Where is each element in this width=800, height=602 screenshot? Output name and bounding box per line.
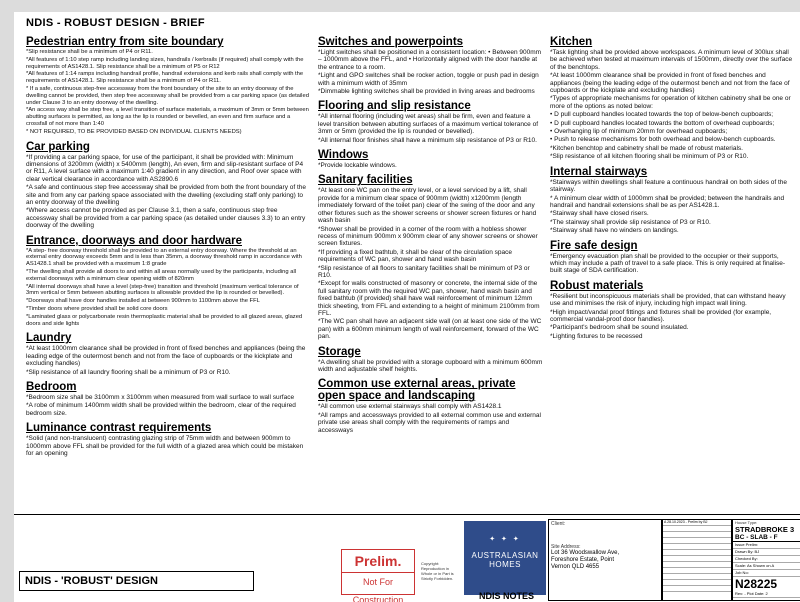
section-heading: Luminance contrast requirements xyxy=(26,422,212,435)
section-paragraph: *All internal flooring (including wet areas) shall be firm, even and feature a level transition between abutting surfaces of a maximum vertical tolerance of 3mm or 5mm (provided the lip is rounded or bevelled). xyxy=(318,113,539,136)
section-paragraph: *Timber doors where provided shall be solid core doors xyxy=(26,306,168,312)
section-paragraph: • Push to release mechanisms for both overhead and below-bench cupboards. xyxy=(550,136,776,144)
section-paragraph: *An access way shall be step free, a level transition of surface materials, a maximum of 3mm or 5mm between abutting surfaces is permitted, as long as the lip is rounded or bevelled, an even and firm surface and a crossfall of not more than 1:40 xyxy=(26,107,309,127)
section-paragraph: • D pull cupboard handles located towards the bottom of overhead cupboards; xyxy=(550,119,775,127)
section-paragraph: *Stairway shall have closed risers. xyxy=(550,210,649,218)
document-title: NDIS - ROBUST DESIGN - BRIEF xyxy=(26,17,205,29)
section-paragraph: *Except for walls constructed of masonry or concrete, the internal side of the full sanitary room with the required WC pan, shower, hand wash basin and fixed bathtub (if provided) shall have wall reinforcement of minimum 12mm thick sheeting, from FFL and extending to a height of minimum 2100mm from FFL. xyxy=(318,280,540,317)
section-paragraph: *Task lighting shall be provided above workspaces. A minimum level of 300lux shall be achieved when tested at maximum intervals of 1500mm, directly over the surface of the benchtops. xyxy=(550,49,793,71)
house-type-label: House Type: xyxy=(735,520,758,525)
revision-plot-date: Rev: - Plot Date: 2 xyxy=(733,591,800,598)
section-heading: Laundry xyxy=(26,332,72,345)
checked-by: Checked By: xyxy=(733,556,800,563)
section-heading: Kitchen xyxy=(550,36,593,48)
section-paragraph: *All features of 1:10 step ramp including landing sizes, handrails / kerbrails (if required) shall comply with the requirements of AS1428.1. Slip resistance shall be a minimum of P5 or R12 xyxy=(26,56,304,70)
section-paragraph: *If providing a car parking space, for use of the participant, it shall be provided with: Minimum dimensions of 3200mm (width) x 5400mm (length), An even, firm and slip-resistant surface of P4 or R11, A level surface with a maximum 1:40 gradient in any direction, and Roof over space with clear vertical clearance in accordance with AS2890.6 xyxy=(26,153,304,183)
section-paragraph: *Stairways within dwellings shall feature a continuous handrail on both sides of the stairway. xyxy=(550,178,788,194)
section-heading: Entrance, doorways and door hardware xyxy=(26,234,242,247)
revision-label: A xyxy=(664,520,667,524)
section-paragraph: *Doorways shall have door handles installed at between 900mm to 1100mm above the FFL xyxy=(26,298,260,305)
section-paragraph: *Laminated glass or polycarbonate resin thermoplastic material shall be provided to all glazed areas, glazed doors and side lights xyxy=(26,313,303,327)
notes-section xyxy=(318,36,544,95)
section-paragraph: *Types of appropriate mechanisms for operation of kitchen cabinetry shall be one or more of the options as noted below: xyxy=(550,95,791,110)
notes-section xyxy=(26,36,310,136)
revision-row-empty xyxy=(663,586,731,592)
site-address-line-3: Vernon QLD 4655 xyxy=(551,564,600,570)
prelim-stamp xyxy=(341,549,415,602)
section-paragraph: *All common use external stairways shall comply with AS1428.1 xyxy=(318,403,502,411)
site-address-line-2: Foreshore Estate, Point xyxy=(551,557,615,563)
notes-section xyxy=(318,378,544,434)
site-address-label: Site Address: xyxy=(551,544,581,550)
section-paragraph: *A dwelling shall be provided with a storage cupboard with a minimum 600mm width and adjustable shelf heights. xyxy=(318,358,543,373)
section-heading: Switches and powerpoints xyxy=(318,36,464,48)
section-heading: Car parking xyxy=(26,140,90,153)
section-heading: Internal stairways xyxy=(550,165,648,178)
section-paragraph: *Slip resistance shall be a minimum of P4 or R11. xyxy=(26,49,153,55)
copyright-note: Copyright: Reproduction in Whole or in Part is Strictly Forbidden. xyxy=(421,561,454,581)
section-paragraph: * If a safe, continuous step-free accessway from the front boundary of the site to an entry doorway of the dwelling cannot be provided, then step free accessway shall be provided from a car parking space (as detailed under Clause 3 to an entry doorway of the dwelling. xyxy=(26,85,309,106)
notes-column-middle xyxy=(318,36,544,439)
section-paragraph: *Emergency evacuation plan shall be provided to the occupier or their supports, which may include a path of travel to a safe place. This is only required at finalise-built stage of SDA certification. xyxy=(550,252,786,275)
section-paragraph: *All internal floor finishes shall have a minimum slip resistance of P3 or R10. xyxy=(318,136,537,144)
house-type-name: STRADBROKE 3 xyxy=(735,525,795,534)
notes-column-right xyxy=(550,36,794,345)
notes-section xyxy=(318,149,544,169)
site-address xyxy=(551,550,619,571)
title-block xyxy=(14,514,800,602)
section-heading: Windows xyxy=(318,149,369,162)
section-paragraph: *At least one WC pan on the entry level, or a level serviced by a lift, shall provide for a minimum clear space of 900mm (width) x1200mm (length immediately forward of the toilet pan) clear of the swing of the door and any other fixtures such as the shower screens or shower screen fixtures or hand wash basin xyxy=(318,187,537,225)
job-no-label: Job No: xyxy=(733,570,800,577)
logo-mark-icon: ✦ ✦ ✦ xyxy=(489,536,521,543)
section-paragraph: *A step- free doorway threshold shall be provided to an external entry doorway. Where the threshold at an external entry doorway exceeds 5mm and is less than 35mm, a doorway threshold ramp in accordance with AS1428.1 shall be provided with a maximum 1:8 grade xyxy=(26,247,302,268)
section-paragraph: *Stairway shall have no winders on landings. xyxy=(550,227,679,235)
section-paragraph: *Kitchen benchtop and cabinetry shall be made of robust materials. xyxy=(550,144,743,152)
section-paragraph: • Overhanging lip of minimum 20mm for overhead cupboards; xyxy=(550,128,728,136)
scale-note: Scale: As Shown on A xyxy=(733,563,800,570)
issue-prelim: Issue Prelim: xyxy=(733,542,800,549)
section-paragraph: *The WC pan shall have an adjacent side wall (on at least one side of the WC pan) with a 600mm minimum length of wall reinforcement, forward of the WC pan. xyxy=(318,318,542,341)
section-paragraph: *Shower shall be provided in a corner of the room with a hobless shower recess of minimum 900mm x 900mm clear of any shower screens or shower screen fixtures. xyxy=(318,225,538,248)
prelim-stamp-subtitle: Not For Construction xyxy=(342,572,414,602)
section-paragraph: *The dwelling shall provide all doors to and within all areas normally used by the participants, including all external doorways with a minimum clear opening width of 820mm xyxy=(26,269,297,282)
section-paragraph: *If providing a fixed bathtub, it shall be clear of the circulation space requirements of WC pan, shower and hand wash basin xyxy=(318,248,513,264)
sheet-name: NDIS NOTES xyxy=(479,591,535,601)
drawing-title: NDIS - 'ROBUST' DESIGN xyxy=(19,571,254,591)
section-paragraph: *Dimmable lighting switches shall be provided in living areas and bedrooms xyxy=(318,88,535,96)
section-heading: Robust materials xyxy=(550,279,644,292)
section-paragraph: *Where access cannot be provided as per Clause 3.1, then a safe, continuous step free accessway shall be provided from a car parking space (as detailed under clauses 3.3) to an entry doorway of the dwelling xyxy=(26,207,306,230)
section-paragraph: *The stairway shall provide slip resistance of P3 or R10. xyxy=(550,218,711,226)
section-heading: Pedestrian entry from site boundary xyxy=(26,36,224,48)
section-paragraph: * A minimum clear width of 1000mm shall be provided; between the handrails and handrail and handrail extensions shall be as per AS1428.1. xyxy=(550,194,785,209)
section-paragraph: *Resilient but inconspicuous materials shall be provided, that can withstand heavy use and minimises the risk of injury, including high impact wall lining. xyxy=(550,292,786,308)
section-paragraph: *Solid (and non-translucent) contrasting glazing strip of 75mm width and between 900mm to 1000mm above FFL shall be provided for the full width of a glazed area which could be mistaken for an opening xyxy=(26,435,304,458)
document-sheet xyxy=(14,12,800,602)
revision-date: 28.10.2023 - Prelim by BJ xyxy=(667,520,708,524)
prelim-stamp-title: Prelim. xyxy=(354,553,402,569)
section-paragraph: *Lighting fixtures to be recessed xyxy=(550,332,643,340)
section-paragraph: *Slip resistance of all floors to sanitary facilities shall be minimum of P3 or R10. xyxy=(318,264,530,279)
notes-section xyxy=(26,141,310,230)
section-heading: Sanitary facilities xyxy=(318,174,413,187)
section-paragraph: *At least 1000mm clearance shall be provided in front of fixed benches and appliances (being the leading edge of the outermost bench and not from the face of cupboards or the kickplate and excluding handles) xyxy=(550,72,790,95)
section-paragraph: *Slip resistance of all kitchen flooring shall be minimum of P3 or R10. xyxy=(550,153,749,161)
section-paragraph: *Participant's bedroom shall be sound insulated. xyxy=(550,324,689,332)
logo-text: AUSTRALASIAN HOMES xyxy=(471,551,539,569)
notes-section xyxy=(26,422,310,457)
section-heading: Bedroom xyxy=(26,381,77,394)
notes-section xyxy=(26,332,310,376)
section-paragraph: *High impact/vandal proof fittings and fixtures shall be provided (for example, commercial vandal-proof door handles). xyxy=(550,308,772,323)
section-paragraph: *Slip resistance of all laundry flooring shall be a minimum of P3 or R10. xyxy=(26,368,231,376)
section-paragraph: *Light switches shall be positioned in a consistent location: • Between 900mm – 1000mm above the FFL, and • Horizontally aligned with the door handle at the entrance to a room. xyxy=(318,49,542,71)
revision-table xyxy=(662,519,732,601)
section-paragraph: *A robe of minimum 1400mm width shall be provided within the bedroom, clear of the required bedroom size. xyxy=(26,402,296,417)
notes-section xyxy=(550,240,794,275)
notes-section xyxy=(318,100,544,144)
notes-section xyxy=(318,174,544,340)
drawn-by: Drawn By: BJ xyxy=(733,549,800,556)
section-paragraph: *All internal doorways shall have a level (step-free) transition and threshold (maximum vertical tolerance of 3mm vertical or 5mm between abutting surfaces is allowable provided the lip is rounded or bevelled). xyxy=(26,283,299,297)
notes-section xyxy=(26,381,310,417)
section-paragraph: *Provide lockable windows. xyxy=(318,162,397,170)
client-label: Client: xyxy=(551,521,566,527)
section-paragraph: • D pull cupboard handles located towards the top of below-bench cupboards; xyxy=(550,111,774,119)
notes-section xyxy=(318,346,544,374)
house-type-box xyxy=(732,519,800,601)
section-paragraph: *Bedroom size shall be 3100mm x 3100mm when measured from wall surface to wall surface xyxy=(26,394,295,402)
section-paragraph: *Light and GPO switches shall be rocker action, toggle or push pad in design with a minimum width of 35mm xyxy=(318,72,539,87)
section-paragraph: * NOT REQUIRED, TO BE PROVIDED BASED ON INDIVIDUAL CLIENTS NEEDS) xyxy=(26,128,242,135)
section-paragraph: *All features of 1:14 ramps including handrail profile, handrail extensions and kerb rails shall comply with the requirements of AS1428.1. Slip resistance shall be a minimum of P4 or R11. xyxy=(26,71,304,85)
section-paragraph: *A safe and continuous step free accessway shall be provided from both the front boundary of the site and from any car parking space associated with the dwelling (excluding staff only parking) to an entry doorway of the dwelling xyxy=(26,184,307,206)
section-paragraph: *At least 1000mm clearance shall be provided in front of fixed benches and appliances (being the leading edge of the outermost bench and not from the face of cupboards or the kickplate and excluding handles) xyxy=(26,345,306,368)
section-heading: Storage xyxy=(318,345,361,358)
client-site-box xyxy=(548,519,662,601)
notes-section xyxy=(550,280,794,340)
site-address-line-1: Lot 36 Woodswallow Ave, xyxy=(551,550,620,556)
job-number: N28225 xyxy=(735,577,778,591)
section-paragraph: *All ramps and accessways provided to all external common use and external private use areas shall comply with the requirements of ramps and accessways xyxy=(318,411,541,434)
house-type-variant: BC - SLAB - F xyxy=(733,534,800,542)
notes-section xyxy=(550,166,794,235)
notes-section xyxy=(550,36,794,161)
company-logo xyxy=(464,521,546,595)
section-heading: Flooring and slip resistance xyxy=(318,100,471,113)
notes-column-left xyxy=(26,36,310,462)
notes-section xyxy=(26,235,310,328)
section-heading: Fire safe design xyxy=(550,239,638,252)
section-heading: Common use external areas, private open space and landscaping xyxy=(318,378,516,403)
